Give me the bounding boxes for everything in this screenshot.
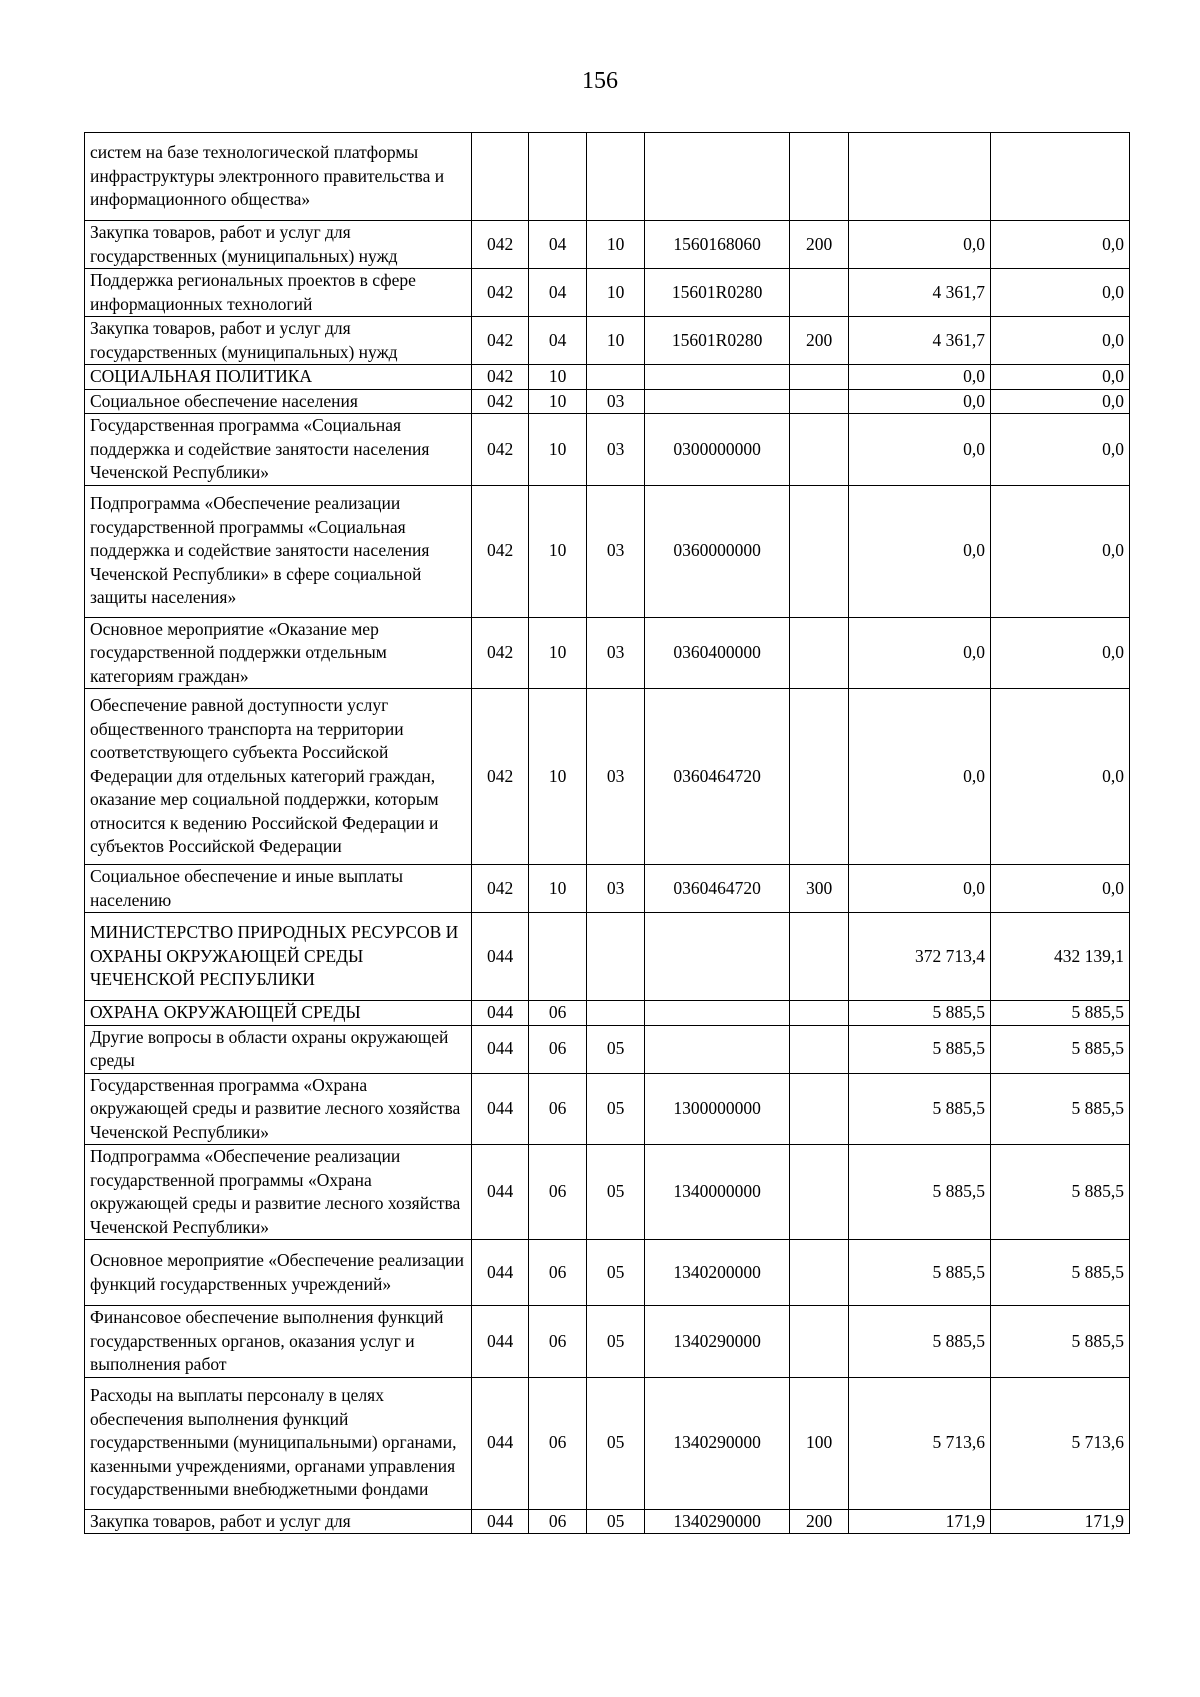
row-expense-type	[790, 1001, 849, 1026]
row-target-article	[644, 1025, 789, 1073]
row-section-code: 06	[528, 1001, 587, 1026]
row-sum-year1: 5 885,5	[848, 1001, 990, 1026]
row-section-code: 06	[528, 1073, 587, 1145]
row-section-code: 06	[528, 1377, 587, 1509]
row-sum-year1: 0,0	[848, 389, 990, 414]
row-sum-year2: 0,0	[991, 317, 1130, 365]
row-sum-year1: 4 361,7	[848, 269, 990, 317]
row-sum-year2: 171,9	[991, 1509, 1130, 1534]
table-row	[85, 913, 1130, 1001]
row-sum-year2	[991, 133, 1130, 221]
row-name: Финансовое обеспечение выполнения функций государственных органов, оказания услуг и выполнения работ	[85, 1306, 472, 1378]
row-sum-year2: 0,0	[991, 617, 1130, 689]
row-section-code: 06	[528, 1025, 587, 1073]
row-subsection-code: 05	[587, 1025, 645, 1073]
row-sum-year1: 5 885,5	[848, 1073, 990, 1145]
row-sum-year2: 5 885,5	[991, 1306, 1130, 1378]
row-target-article	[644, 133, 789, 221]
row-section-code: 04	[528, 221, 587, 269]
row-target-article: 1300000000	[644, 1073, 789, 1145]
row-sum-year2: 0,0	[991, 414, 1130, 486]
table-row	[85, 133, 1130, 221]
row-expense-type	[790, 485, 849, 617]
row-sum-year1: 5 885,5	[848, 1240, 990, 1306]
row-name: Другие вопросы в области охраны окружающей среды	[85, 1025, 472, 1073]
row-expense-type	[790, 269, 849, 317]
row-ved-code: 042	[472, 617, 528, 689]
row-name: Социальное обеспечение населения	[85, 389, 472, 414]
row-name: Основное мероприятие «Оказание мер государственной поддержки отдельным категориям граждан»	[85, 617, 472, 689]
row-ved-code: 044	[472, 1073, 528, 1145]
row-ved-code: 042	[472, 689, 528, 865]
row-expense-type	[790, 1145, 849, 1240]
row-expense-type: 200	[790, 1509, 849, 1534]
row-expense-type	[790, 913, 849, 1001]
row-subsection-code: 03	[587, 485, 645, 617]
table-row	[85, 1509, 1130, 1534]
row-name: Подпрограмма «Обеспечение реализации государственной программы «Охрана окружающей среды и развитие лесного хозяйства Чеченской Республики»	[85, 1145, 472, 1240]
row-expense-type: 200	[790, 221, 849, 269]
budget-table	[84, 132, 1130, 1534]
row-sum-year1: 0,0	[848, 485, 990, 617]
row-target-article: 0360464720	[644, 689, 789, 865]
table-row	[85, 269, 1130, 317]
row-target-article: 0360400000	[644, 617, 789, 689]
row-subsection-code: 05	[587, 1377, 645, 1509]
row-sum-year2: 5 885,5	[991, 1001, 1130, 1026]
row-subsection-code	[587, 913, 645, 1001]
row-name: Социальное обеспечение и иные выплаты населению	[85, 865, 472, 913]
table-row	[85, 1306, 1130, 1378]
row-subsection-code: 05	[587, 1509, 645, 1534]
row-ved-code: 044	[472, 1025, 528, 1073]
row-subsection-code	[587, 1001, 645, 1026]
row-expense-type	[790, 389, 849, 414]
row-name: Основное мероприятие «Обеспечение реализации функций государственных учреждений»	[85, 1240, 472, 1306]
row-sum-year2: 5 885,5	[991, 1240, 1130, 1306]
table-row	[85, 617, 1130, 689]
row-target-article: 0360464720	[644, 865, 789, 913]
row-section-code: 04	[528, 269, 587, 317]
row-ved-code: 044	[472, 1001, 528, 1026]
row-sum-year1: 5 885,5	[848, 1306, 990, 1378]
row-target-article: 0300000000	[644, 414, 789, 486]
row-name: Подпрограмма «Обеспечение реализации государственной программы «Социальная поддержка и содействие занятости населения Чеченской Республики» в сфере социальной защиты населения»	[85, 485, 472, 617]
row-target-article: 1340000000	[644, 1145, 789, 1240]
row-sum-year2: 5 885,5	[991, 1145, 1130, 1240]
row-sum-year1: 5 713,6	[848, 1377, 990, 1509]
row-sum-year1: 171,9	[848, 1509, 990, 1534]
row-ved-code: 044	[472, 913, 528, 1001]
table-row	[85, 1025, 1130, 1073]
row-sum-year2: 0,0	[991, 269, 1130, 317]
row-target-article: 1340290000	[644, 1306, 789, 1378]
row-section-code: 06	[528, 1306, 587, 1378]
row-section-code	[528, 133, 587, 221]
row-target-article: 1340290000	[644, 1509, 789, 1534]
row-subsection-code: 03	[587, 689, 645, 865]
row-expense-type	[790, 1025, 849, 1073]
row-sum-year1: 0,0	[848, 221, 990, 269]
row-sum-year1: 0,0	[848, 414, 990, 486]
row-name: Закупка товаров, работ и услуг для государственных (муниципальных) нужд	[85, 317, 472, 365]
row-expense-type	[790, 1306, 849, 1378]
row-target-article: 1340290000	[644, 1377, 789, 1509]
row-subsection-code	[587, 365, 645, 390]
row-section-code: 06	[528, 1145, 587, 1240]
row-name: Государственная программа «Охрана окружающей среды и развитие лесного хозяйства Чеченской Республики»	[85, 1073, 472, 1145]
row-ved-code: 042	[472, 317, 528, 365]
row-section-code: 10	[528, 865, 587, 913]
row-ved-code	[472, 133, 528, 221]
row-sum-year1: 372 713,4	[848, 913, 990, 1001]
row-section-code: 10	[528, 485, 587, 617]
row-target-article	[644, 389, 789, 414]
row-name: СОЦИАЛЬНАЯ ПОЛИТИКА	[85, 365, 472, 390]
row-ved-code: 044	[472, 1377, 528, 1509]
row-name: Поддержка региональных проектов в сфере информационных технологий	[85, 269, 472, 317]
row-sum-year2: 0,0	[991, 689, 1130, 865]
table-row	[85, 1240, 1130, 1306]
row-expense-type	[790, 414, 849, 486]
row-expense-type	[790, 365, 849, 390]
row-name: Закупка товаров, работ и услуг для государственных (муниципальных) нужд	[85, 221, 472, 269]
row-sum-year1: 0,0	[848, 689, 990, 865]
row-subsection-code: 03	[587, 414, 645, 486]
row-sum-year2: 0,0	[991, 389, 1130, 414]
row-target-article: 1340200000	[644, 1240, 789, 1306]
row-sum-year2: 0,0	[991, 221, 1130, 269]
row-section-code: 10	[528, 414, 587, 486]
table-row	[85, 1001, 1130, 1026]
table-row	[85, 414, 1130, 486]
row-sum-year2: 0,0	[991, 865, 1130, 913]
row-section-code: 10	[528, 617, 587, 689]
row-ved-code: 042	[472, 221, 528, 269]
row-name: систем на базе технологической платформы инфраструктуры электронного правительства и информационного общества»	[85, 133, 472, 221]
row-expense-type	[790, 617, 849, 689]
row-ved-code: 044	[472, 1509, 528, 1534]
table-row	[85, 221, 1130, 269]
row-target-article: 1560168060	[644, 221, 789, 269]
row-target-article	[644, 365, 789, 390]
row-subsection-code: 03	[587, 865, 645, 913]
row-name: ОХРАНА ОКРУЖАЮЩЕЙ СРЕДЫ	[85, 1001, 472, 1026]
row-subsection-code: 10	[587, 317, 645, 365]
row-name: Расходы на выплаты персоналу в целях обеспечения выполнения функций государственными (муниципальными) органами, казенными учреждениями, органами управления государственными внебюджетными фондами	[85, 1377, 472, 1509]
row-name: Закупка товаров, работ и услуг для	[85, 1509, 472, 1534]
row-sum-year1: 5 885,5	[848, 1025, 990, 1073]
table-row	[85, 365, 1130, 390]
row-sum-year2: 5 885,5	[991, 1073, 1130, 1145]
row-ved-code: 044	[472, 1306, 528, 1378]
row-subsection-code: 10	[587, 221, 645, 269]
row-ved-code: 042	[472, 865, 528, 913]
row-expense-type: 100	[790, 1377, 849, 1509]
row-subsection-code	[587, 133, 645, 221]
row-expense-type	[790, 133, 849, 221]
row-ved-code: 042	[472, 485, 528, 617]
row-subsection-code: 05	[587, 1306, 645, 1378]
page-number: 156	[582, 68, 618, 94]
row-subsection-code: 03	[587, 389, 645, 414]
row-name: Государственная программа «Социальная поддержка и содействие занятости населения Чеченской Республики»	[85, 414, 472, 486]
row-subsection-code: 05	[587, 1073, 645, 1145]
row-section-code: 10	[528, 365, 587, 390]
table-row	[85, 389, 1130, 414]
row-expense-type	[790, 1073, 849, 1145]
row-sum-year1: 4 361,7	[848, 317, 990, 365]
row-target-article	[644, 1001, 789, 1026]
row-name: Обеспечение равной доступности услуг общественного транспорта на территории соответствующего субъекта Российской Федерации для отдельных категорий граждан, оказание мер социальной поддержки, которым относится к ведению Российской Федерации и субъектов Российской Федерации	[85, 689, 472, 865]
row-target-article: 15601R0280	[644, 317, 789, 365]
row-sum-year2: 5 885,5	[991, 1025, 1130, 1073]
row-subsection-code: 05	[587, 1145, 645, 1240]
row-expense-type	[790, 689, 849, 865]
row-sum-year2: 5 713,6	[991, 1377, 1130, 1509]
row-target-article: 0360000000	[644, 485, 789, 617]
row-ved-code: 042	[472, 269, 528, 317]
row-expense-type: 300	[790, 865, 849, 913]
table-row	[85, 485, 1130, 617]
row-subsection-code: 05	[587, 1240, 645, 1306]
row-expense-type: 200	[790, 317, 849, 365]
row-sum-year2: 0,0	[991, 485, 1130, 617]
row-sum-year1: 0,0	[848, 365, 990, 390]
row-target-article	[644, 913, 789, 1001]
row-sum-year2: 432 139,1	[991, 913, 1130, 1001]
row-sum-year1: 0,0	[848, 865, 990, 913]
row-section-code	[528, 913, 587, 1001]
row-ved-code: 042	[472, 365, 528, 390]
row-section-code: 10	[528, 689, 587, 865]
row-section-code: 06	[528, 1240, 587, 1306]
row-expense-type	[790, 1240, 849, 1306]
table-row	[85, 689, 1130, 865]
table-row	[85, 317, 1130, 365]
row-ved-code: 042	[472, 389, 528, 414]
row-section-code: 10	[528, 389, 587, 414]
row-ved-code: 042	[472, 414, 528, 486]
row-ved-code: 044	[472, 1145, 528, 1240]
row-name: МИНИСТЕРСТВО ПРИРОДНЫХ РЕСУРСОВ И ОХРАНЫ ОКРУЖАЮЩЕЙ СРЕДЫ ЧЕЧЕНСКОЙ РЕСПУБЛИКИ	[85, 913, 472, 1001]
row-target-article: 15601R0280	[644, 269, 789, 317]
table-row	[85, 1377, 1130, 1509]
row-ved-code: 044	[472, 1240, 528, 1306]
table-row	[85, 1145, 1130, 1240]
row-section-code: 04	[528, 317, 587, 365]
table-row	[85, 1073, 1130, 1145]
row-subsection-code: 10	[587, 269, 645, 317]
row-subsection-code: 03	[587, 617, 645, 689]
row-sum-year1: 5 885,5	[848, 1145, 990, 1240]
row-sum-year2: 0,0	[991, 365, 1130, 390]
table-row	[85, 865, 1130, 913]
row-sum-year1: 0,0	[848, 617, 990, 689]
row-section-code: 06	[528, 1509, 587, 1534]
row-sum-year1	[848, 133, 990, 221]
